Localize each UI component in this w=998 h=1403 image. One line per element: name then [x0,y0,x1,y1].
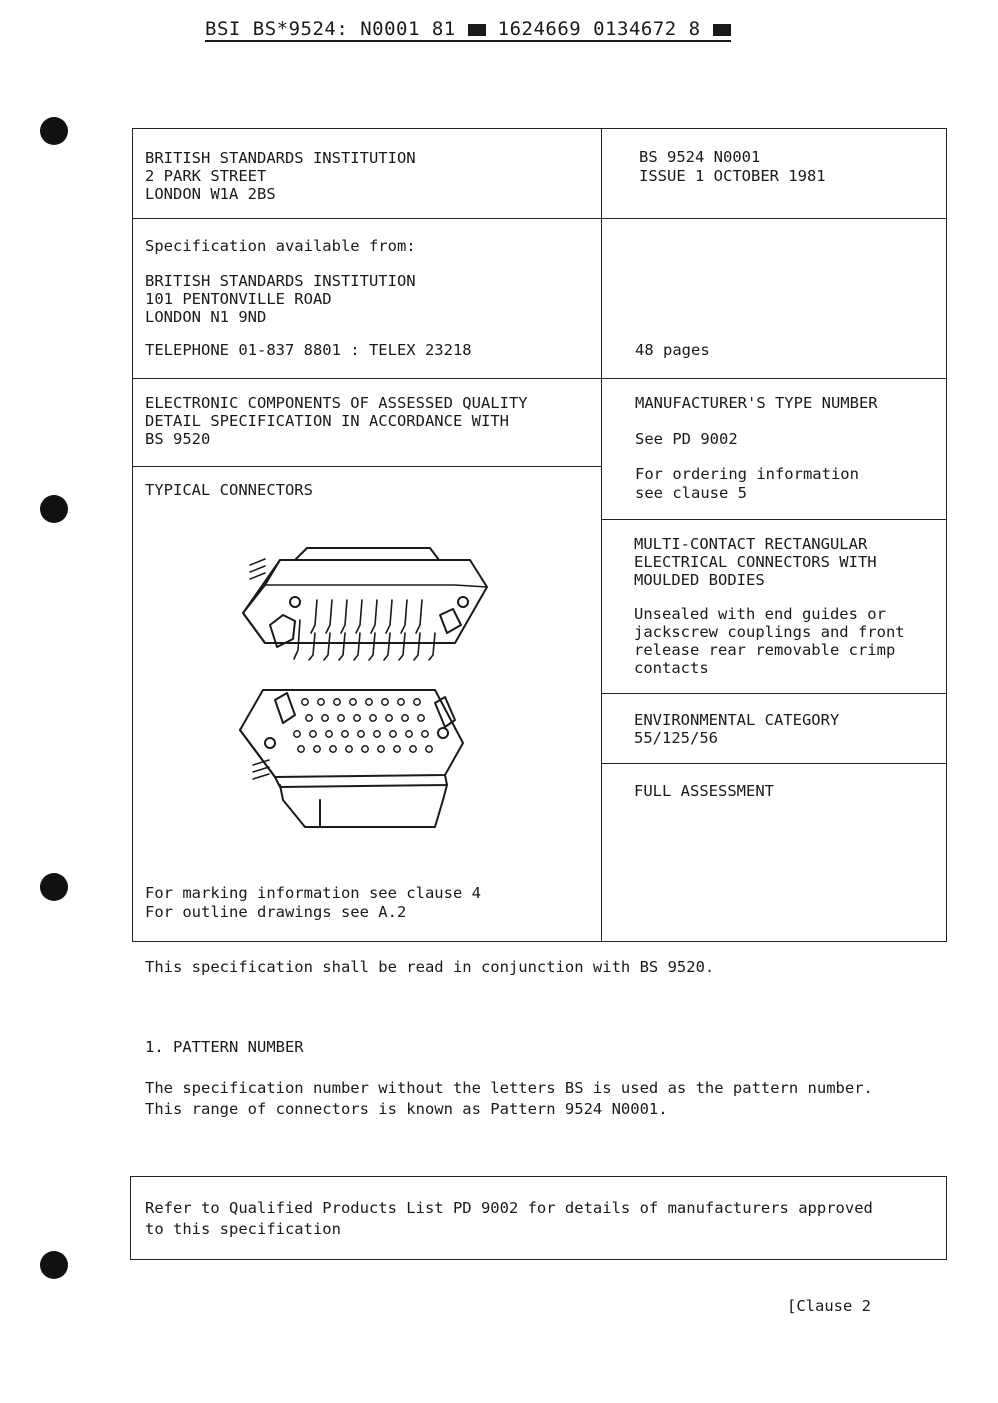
section-heading: 1. PATTERN NUMBER [145,1038,304,1056]
title-line: BS 9520 [145,430,211,448]
paragraph-line: This range of connectors is known as Pattern 9524 N0001. [145,1100,668,1118]
type-line: ELECTRICAL CONNECTORS WITH [634,553,877,571]
table-divider [601,519,947,520]
table-divider [132,466,602,467]
connector-type-heading [634,535,877,589]
table-divider [601,763,947,764]
qpl-notice-text [145,1198,873,1240]
address-line: LONDON N1 9ND [145,308,267,326]
spec-identifier [639,148,826,185]
environmental-value: 55/125/56 [634,729,718,747]
assessment-level: FULL ASSESSMENT [634,782,774,800]
specification-title [145,394,528,448]
punch-hole-icon [40,495,68,523]
typical-connectors-label: TYPICAL CONNECTORS [145,481,313,499]
connector-illustration [225,515,505,840]
marking-reference: For marking information see clause 4 [145,884,481,902]
continuation-marker: [Clause 2 [787,1297,871,1315]
publisher-address [145,149,416,203]
connector-description [634,605,905,677]
document-code-part1: BSI BS*9524: N0001 81 [205,18,456,40]
socket-connector-drawing [240,690,463,827]
environmental-heading: ENVIRONMENTAL CATEGORY [634,711,840,729]
issue-date: ISSUE 1 OCTOBER 1981 [639,167,826,185]
type-line: MULTI-CONTACT RECTANGULAR [634,535,868,553]
address-line: 2 PARK STREET [145,167,267,185]
table-divider [601,128,602,942]
description-line: jackscrew couplings and front [634,623,905,641]
address-line: LONDON W1A 2BS [145,185,276,203]
type-number-heading: MANUFACTURER'S TYPE NUMBER [635,394,878,412]
availability-address [145,272,416,326]
notice-line: to this specification [145,1220,341,1238]
telephone-telex: TELEPHONE 01-837 8801 : TELEX 23218 [145,341,472,359]
description-line: Unsealed with end guides or [634,605,886,623]
notice-line: Refer to Qualified Products List PD 9002 for details of manufacturers approved [145,1199,873,1217]
spec-number: BS 9524 N0001 [639,148,761,166]
outline-reference: For outline drawings see A.2 [145,903,407,921]
pd-reference: See PD 9002 [635,430,738,448]
document-code-header [205,18,731,42]
address-line: BRITISH STANDARDS INSTITUTION [145,149,416,167]
table-divider [132,378,947,379]
type-line: MOULDED BODIES [634,571,765,589]
punch-hole-icon [40,117,68,145]
clause-references [145,884,481,921]
black-block-mark [713,24,731,36]
punch-hole-icon [40,1251,68,1279]
availability-heading: Specification available from: [145,237,416,255]
environmental-category [634,711,839,747]
ordering-line: For ordering information [635,465,859,483]
description-line: release rear removable crimp [634,641,896,659]
page-count: 48 pages [635,341,710,359]
pattern-number-paragraph [145,1078,873,1120]
black-block-mark [468,24,486,36]
plug-connector-drawing [243,548,487,660]
address-line: BRITISH STANDARDS INSTITUTION [145,272,416,290]
ordering-information [635,465,859,502]
document-code-part2: 1624669 0134672 8 [497,18,701,40]
table-divider [601,693,947,694]
punch-hole-icon [40,873,68,901]
paragraph-line: The specification number without the letters BS is used as the pattern number. [145,1079,873,1097]
ordering-line: see clause 5 [635,484,747,502]
title-line: ELECTRONIC COMPONENTS OF ASSESSED QUALITY [145,394,528,412]
title-line: DETAIL SPECIFICATION IN ACCORDANCE WITH [145,412,509,430]
conjunction-statement: This specification shall be read in conjunction with BS 9520. [145,958,715,976]
description-line: contacts [634,659,709,677]
address-line: 101 PENTONVILLE ROAD [145,290,332,308]
table-divider [132,218,947,219]
